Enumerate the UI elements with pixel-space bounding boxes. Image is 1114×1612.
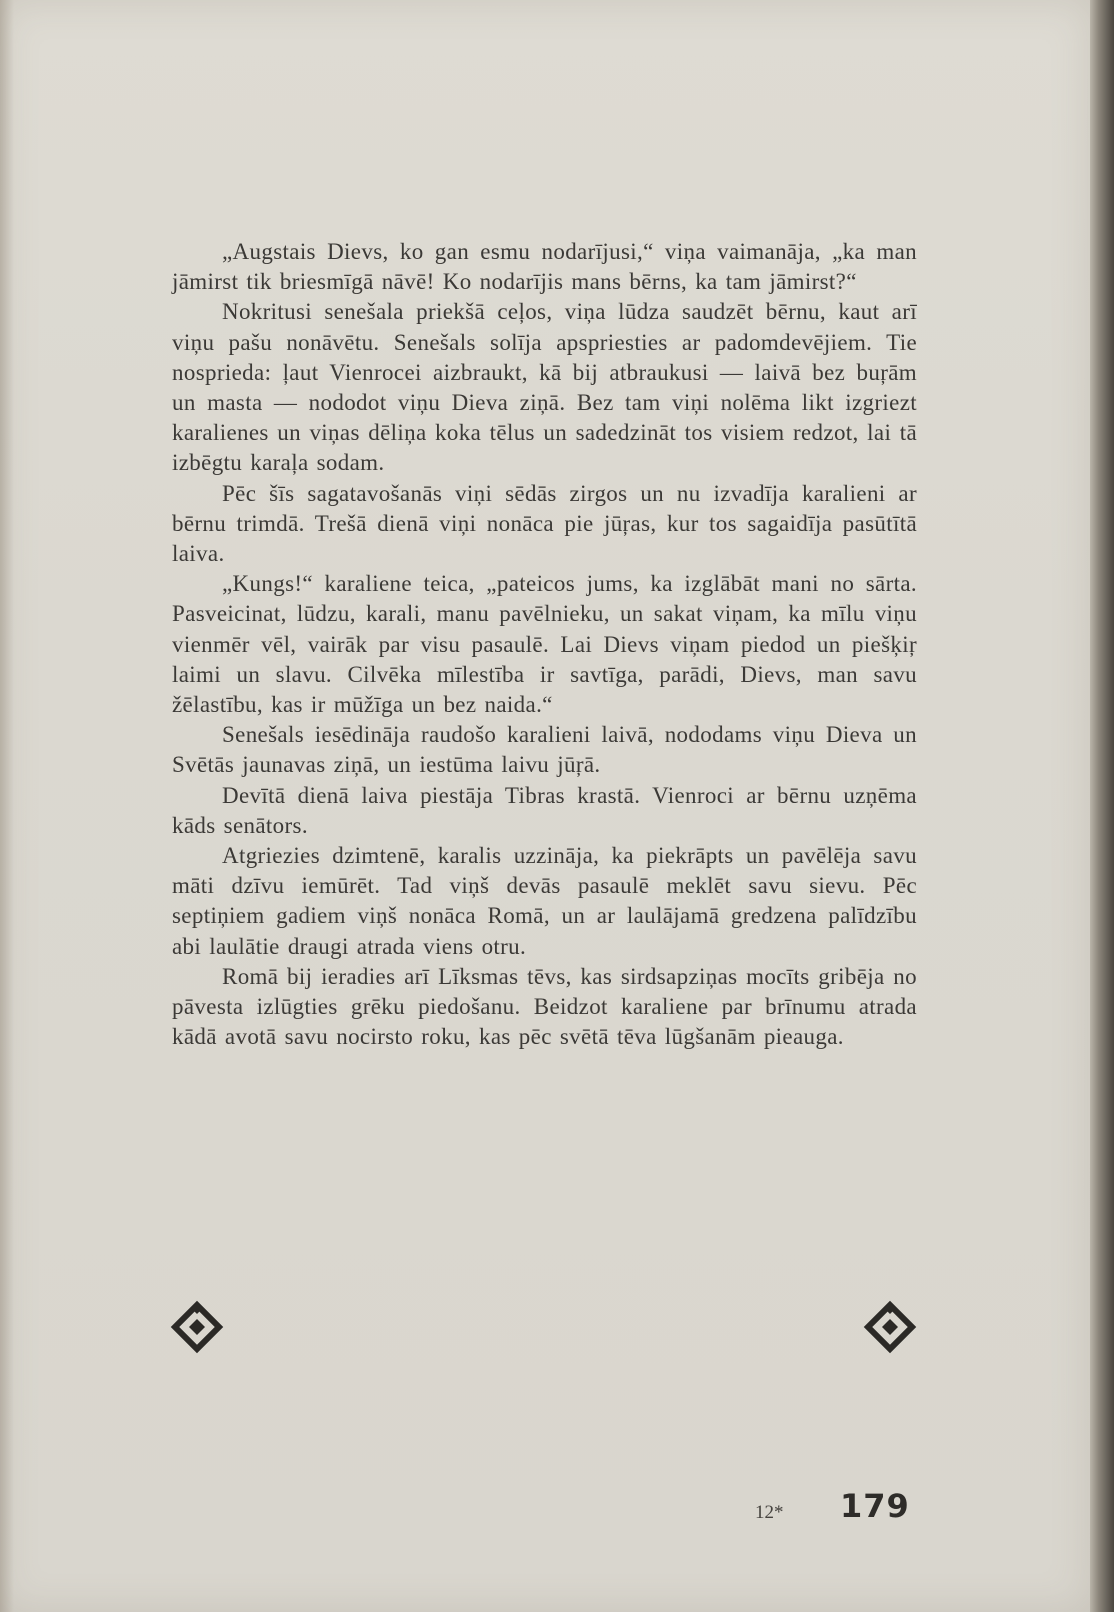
paragraph: Atgriezies dzimtenē, karalis uzzināja, ka piekrāpts un pavēlēja savu māti dzīvu iemūrēt. Tad viņš devās pasaulē meklēt savu sievu. Pēc septiņiem gadiem viņš nonāca Romā, un ar laulājamā gredzena palīdzību abi laulātie draugi atrada viens otru. bbox=[172, 843, 917, 959]
page-edge bbox=[1090, 0, 1114, 1612]
diamond-ornament-icon bbox=[169, 1300, 225, 1356]
paragraph: „Augstais Dievs, ko gan esmu nodarījusi,“ viņa vaimanāja, „ka man jāmirst tik briesmīgā nāvē! Ko nodarījis mans bērns, ka tam jāmirst?“ bbox=[172, 239, 917, 295]
paragraph: Romā bij ieradies arī Līksmas tēvs, kas sirdsapziņas mocīts gribēja no pāvesta izlūgties grēku piedošanu. Beidzot karaliene par brīnumu atrada kādā avotā savu nocirsto roku, kas pēc svētā tēva lūgšanām pieauga. bbox=[172, 963, 917, 1050]
paragraph: Devītā dienā laiva piestāja Tibras krastā. Vienroci ar bērnu uzņēma kāds senātors. bbox=[172, 782, 917, 838]
paragraph: „Kungs!“ karaliene teica, „pateicos jums, ka izglābāt mani no sārta. Pasveicinat, lūdzu, karali, manu pavēlnieku, un sakat viņam, ka mīlu viņu vienmēr vēl, vairāk par visu pasaulē. Lai Dievs viņam piedod un piešķiŗ laimi un slavu. Cilvēka mīlestība ir savtīga, parādi, Dievs, man savu žēlastību, kas ir mūžīga un bez naida.“ bbox=[172, 571, 917, 718]
printer-signature-mark: 12* bbox=[755, 1502, 784, 1523]
diamond-ornament-icon bbox=[862, 1300, 918, 1356]
paragraph: Pēc šīs sagatavošanās viņi sēdās zirgos un nu izvadīja karalieni ar bērnu trimdā. Trešā dienā viņi nonāca pie jūŗas, kur tos sagaidīja pasūtītā laiva. bbox=[172, 480, 917, 567]
page-gutter-shadow bbox=[0, 0, 14, 1612]
page-number: 179 bbox=[840, 1487, 910, 1525]
body-text bbox=[172, 237, 917, 1052]
paragraph: Senešals iesēdināja raudošo karalieni laivā, nododams viņu Dieva un Svētās jaunavas ziņā, un iestūma laivu jūŗā. bbox=[172, 722, 917, 778]
paragraph: Nokritusi senešala priekšā ceļos, viņa lūdza saudzēt bērnu, kaut arī viņu pašu nonāvētu. Senešals solīja apspriesties ar padomdevējiem. Tie nosprieda: ļaut Vienrocei aizbraukt, kā bij atbraukusi — laivā bez buŗām un masta — nododot viņu Dieva ziņā. Bez tam viņi nolēma likt izgriezt karalienes un viņas dēliņa koka tēlus un sadedzināt tos visiem redzot, lai tā izbēgtu karaļa sodam. bbox=[172, 299, 917, 476]
